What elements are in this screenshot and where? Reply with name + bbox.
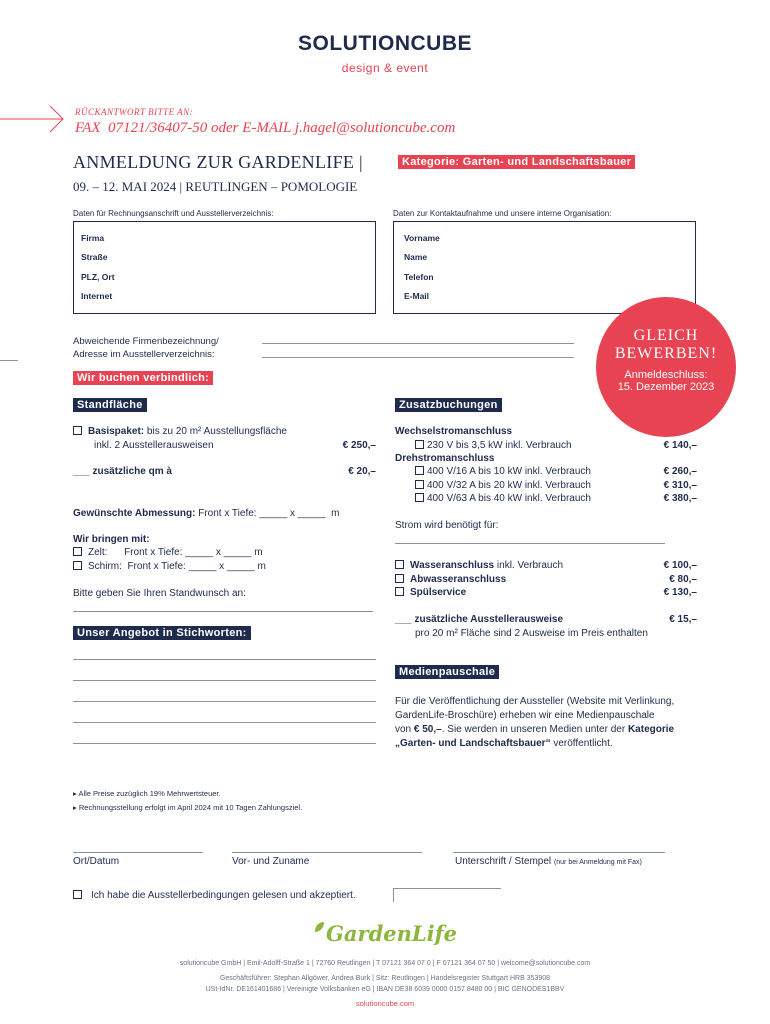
dimension-label: Gewünschte Abmessung: bbox=[73, 508, 196, 519]
full-name-label: Vor- und Zuname bbox=[232, 856, 310, 867]
signature-note: (nur bei Anmeldung mit Fax) bbox=[553, 859, 642, 866]
ds-item-label-2: 400 V/32 A bis 20 kW inkl. Verbrauch bbox=[427, 480, 591, 491]
brand-name: SOLUTIONCUBE bbox=[298, 32, 472, 55]
basis-text2: inkl. 2 Ausstellerausweisen bbox=[94, 440, 214, 451]
brand-logo bbox=[0, 32, 770, 75]
stand-wish-input[interactable] bbox=[73, 611, 373, 612]
badge-line2: BEWERBEN! bbox=[614, 345, 718, 362]
signature-label bbox=[455, 856, 642, 867]
ds-checkbox-3[interactable] bbox=[415, 493, 424, 502]
terms-sign-line[interactable] bbox=[393, 888, 501, 889]
gardenlife-logo bbox=[0, 921, 770, 946]
ausweis-price: € 15,– bbox=[669, 614, 697, 625]
strom-input[interactable] bbox=[395, 543, 665, 544]
ws-price: € 140,– bbox=[663, 440, 697, 451]
signature-input[interactable] bbox=[453, 852, 665, 853]
section-angebot: Unser Angebot in Stichworten: bbox=[73, 626, 251, 640]
basis-price: € 250,– bbox=[342, 440, 376, 451]
contact-caption: Daten zur Kontaktaufnahme und unsere interne Organisation: bbox=[393, 209, 612, 218]
footer-url[interactable]: solutioncube.com bbox=[355, 999, 415, 1008]
ws-item-label: 230 V bis 3,5 kW inkl. Verbrauch bbox=[427, 440, 572, 451]
deadline-badge bbox=[596, 297, 736, 437]
field-company[interactable]: Firma bbox=[81, 233, 105, 243]
angebot-line-1[interactable] bbox=[73, 659, 376, 660]
angebot-line-2[interactable] bbox=[73, 680, 376, 681]
ds-checkbox-1[interactable] bbox=[415, 466, 424, 475]
ausweis-label[interactable]: ___ zusätzliche Ausstellerausweise bbox=[395, 614, 564, 625]
water-out-price: € 80,– bbox=[669, 574, 697, 585]
angebot-line-5[interactable] bbox=[73, 743, 376, 744]
medien-l3c: . Sie werden in unseren Medien unter der bbox=[441, 724, 628, 735]
brand-tagline: design & event bbox=[341, 61, 429, 75]
full-name-input[interactable] bbox=[232, 852, 422, 853]
umbrella-checkbox[interactable] bbox=[73, 561, 82, 570]
medien-line1: Für die Veröffentlichung der Aussteller (Website mit Verlinkung, bbox=[395, 696, 675, 707]
ws-checkbox[interactable] bbox=[415, 440, 424, 449]
ws-label: Wechselstromanschluss bbox=[395, 426, 513, 437]
alt-name-line1: Abweichende Firmenbezeichnung/ bbox=[73, 336, 219, 347]
water-out-row[interactable] bbox=[395, 574, 506, 585]
strom-label: Strom wird benötigt für: bbox=[395, 520, 499, 531]
place-date-label: Ort/Datum bbox=[73, 856, 120, 867]
sink-price: € 130,– bbox=[663, 587, 697, 598]
note-vat: ▸ Alle Preise zuzüglich 19% Mehrwertsteuer. bbox=[73, 789, 221, 798]
note-invoice: ▸ Rechnungsstellung erfolgt im April 2024 mit 10 Tagen Zahlungsziel. bbox=[73, 803, 303, 812]
footer-line3: USt-IdNr. DE161401686 | Vereinigte Volksbanken eG | IBAN DE38 6039 0000 0157 8480 00 | BIC GENODES1BBV bbox=[205, 986, 565, 993]
medien-price: € 50,– bbox=[413, 724, 442, 735]
ws-item-row[interactable] bbox=[415, 440, 572, 451]
terms-row[interactable] bbox=[73, 890, 356, 901]
medien-text bbox=[395, 695, 705, 751]
billing-address-box bbox=[73, 221, 376, 314]
ds-price-3: € 380,– bbox=[663, 493, 697, 504]
extra-sqm-price: € 20,– bbox=[348, 466, 376, 477]
dimension-text: Front x Tiefe: _____ x _____ m bbox=[198, 508, 340, 519]
medien-line2: GardenLife-Broschüre) erheben wir eine Medienpauschale bbox=[395, 710, 655, 721]
ds-price-2: € 310,– bbox=[663, 480, 697, 491]
field-lastname[interactable]: Name bbox=[404, 252, 428, 262]
field-phone[interactable]: Telefon bbox=[404, 272, 434, 282]
category-badge: Kategorie: Garten- und Landschaftsbauer bbox=[398, 155, 635, 169]
booking-heading: Wir buchen verbindlich: bbox=[73, 371, 213, 385]
billing-caption: Daten für Rechnungsanschrift und Ausstellerverzeichnis: bbox=[73, 209, 274, 218]
note-invoice-text: Rechnungsstellung erfolgt im April 2024 mit 10 Tagen Zahlungsziel. bbox=[78, 803, 303, 812]
medien-l4b: veröffentlicht. bbox=[550, 738, 613, 749]
signature-text: Unterschrift / Stempel bbox=[455, 856, 552, 867]
angebot-line-3[interactable] bbox=[73, 701, 376, 702]
water-in-suffix: inkl. Verbrauch bbox=[496, 560, 564, 571]
field-zip-city[interactable]: PLZ, Ort bbox=[81, 272, 115, 282]
footer-line2: Geschäftsführer: Stephan Allgöwer, Andrea Burk | Sitz: Reutlingen | Handelsregister Stuttgart HRB 353908 bbox=[219, 975, 551, 982]
water-in-price: € 100,– bbox=[663, 560, 697, 571]
ds-label: Drehstromanschluss bbox=[395, 453, 495, 464]
alt-name-label bbox=[73, 335, 219, 361]
medien-l3a: von bbox=[395, 724, 414, 735]
water-in-label: Wasseranschluss bbox=[410, 560, 495, 571]
ds-item-row-3[interactable] bbox=[415, 493, 591, 504]
field-street[interactable]: Straße bbox=[81, 252, 108, 262]
ds-price-1: € 260,– bbox=[663, 466, 697, 477]
alt-name-line-input-1[interactable] bbox=[262, 343, 574, 344]
field-email[interactable]: E-Mail bbox=[404, 291, 430, 301]
ds-item-row-1[interactable] bbox=[415, 466, 591, 477]
field-firstname[interactable]: Vorname bbox=[404, 233, 440, 243]
leaf-icon bbox=[313, 921, 325, 933]
terms-checkbox[interactable] bbox=[73, 890, 82, 899]
margin-mark bbox=[0, 360, 18, 361]
sink-row[interactable] bbox=[395, 587, 466, 598]
alt-name-line2: Adresse im Ausstellerverzeichnis: bbox=[73, 349, 215, 360]
tent-text: Zelt: Front x Tiefe: _____ x _____ m bbox=[88, 547, 263, 558]
medien-l3d: Kategorie bbox=[627, 724, 675, 735]
angebot-line-4[interactable] bbox=[73, 722, 376, 723]
alt-name-line-input-2[interactable] bbox=[262, 357, 574, 358]
note-vat-text: Alle Preise zuzüglich 19% Mehrwertsteuer. bbox=[78, 789, 221, 798]
tent-checkbox[interactable] bbox=[73, 547, 82, 556]
footer-line1: solutioncube GmbH | Emil-Adolff-Straße 1 | 72760 Reutlingen | T 07121 364 07 0 | F 07121 364 07 50 | welcome@solutioncube.com bbox=[179, 960, 591, 967]
terms-sign-tick bbox=[393, 888, 394, 902]
badge-line4: 15. Dezember 2023 bbox=[617, 381, 715, 393]
water-in-checkbox[interactable] bbox=[395, 560, 404, 569]
field-website[interactable]: Internet bbox=[81, 291, 113, 301]
page-title: ANMELDUNG ZUR GARDENLIFE | bbox=[73, 152, 363, 172]
basis-package-row[interactable] bbox=[73, 426, 287, 437]
umbrella-row[interactable] bbox=[73, 561, 266, 572]
reply-label: RÜCKANTWORT BITTE AN: bbox=[75, 107, 194, 117]
sink-label: Spülservice bbox=[410, 587, 467, 598]
umbrella-text: Schirm: Front x Tiefe: _____ x _____ m bbox=[88, 561, 266, 572]
arrow-icon bbox=[0, 104, 70, 134]
extra-sqm-label[interactable]: ___ zusätzliche qm à bbox=[73, 466, 172, 477]
ds-item-label-3: 400 V/63 A bis 40 kW inkl. Verbrauch bbox=[427, 493, 591, 504]
stand-wish-label: Bitte geben Sie Ihren Standwunsch an: bbox=[73, 588, 246, 599]
section-standflaeche: Standfläche bbox=[73, 398, 147, 412]
ds-item-row-2[interactable] bbox=[415, 480, 591, 491]
dimension-row[interactable] bbox=[73, 508, 339, 519]
water-out-label: Abwasseranschluss bbox=[410, 574, 507, 585]
water-out-checkbox[interactable] bbox=[395, 574, 404, 583]
badge-line3: Anmeldeschluss: bbox=[624, 369, 708, 381]
basis-label: Basispaket: bbox=[88, 426, 145, 437]
gardenlife-text: GardenLife bbox=[325, 921, 458, 946]
tent-row[interactable] bbox=[73, 547, 263, 558]
basis-text: bis zu 20 m² Ausstellungsfläche bbox=[146, 426, 287, 437]
badge-line1: GLEICH bbox=[633, 327, 699, 344]
section-medien: Medienpauschale bbox=[395, 665, 499, 679]
ds-checkbox-2[interactable] bbox=[415, 480, 424, 489]
ds-item-label-1: 400 V/16 A bis 10 kW inkl. Verbrauch bbox=[427, 466, 591, 477]
sink-checkbox[interactable] bbox=[395, 587, 404, 596]
event-date-location: 09. – 12. MAI 2024 | REUTLINGEN – POMOLOGIE bbox=[73, 179, 358, 194]
medien-category: „Garten- und Landschaftsbauer“ bbox=[395, 738, 551, 749]
ausweis-note: pro 20 m² Fläche sind 2 Ausweise im Preis enthalten bbox=[415, 628, 648, 639]
reply-contact: FAX 07121/36407-50 oder E-MAIL j.hagel@solutioncube.com bbox=[75, 120, 456, 136]
medien-line4 bbox=[395, 737, 705, 751]
water-in-row[interactable] bbox=[395, 560, 563, 571]
bring-label: Wir bringen mit: bbox=[73, 534, 150, 545]
section-zusatz: Zusatzbuchungen bbox=[395, 398, 502, 412]
medien-line3 bbox=[395, 723, 705, 737]
terms-text: Ich habe die Ausstellerbedingungen gelesen und akzeptiert. bbox=[91, 890, 356, 901]
place-date-input[interactable] bbox=[73, 852, 203, 853]
basis-package-checkbox[interactable] bbox=[73, 426, 82, 435]
